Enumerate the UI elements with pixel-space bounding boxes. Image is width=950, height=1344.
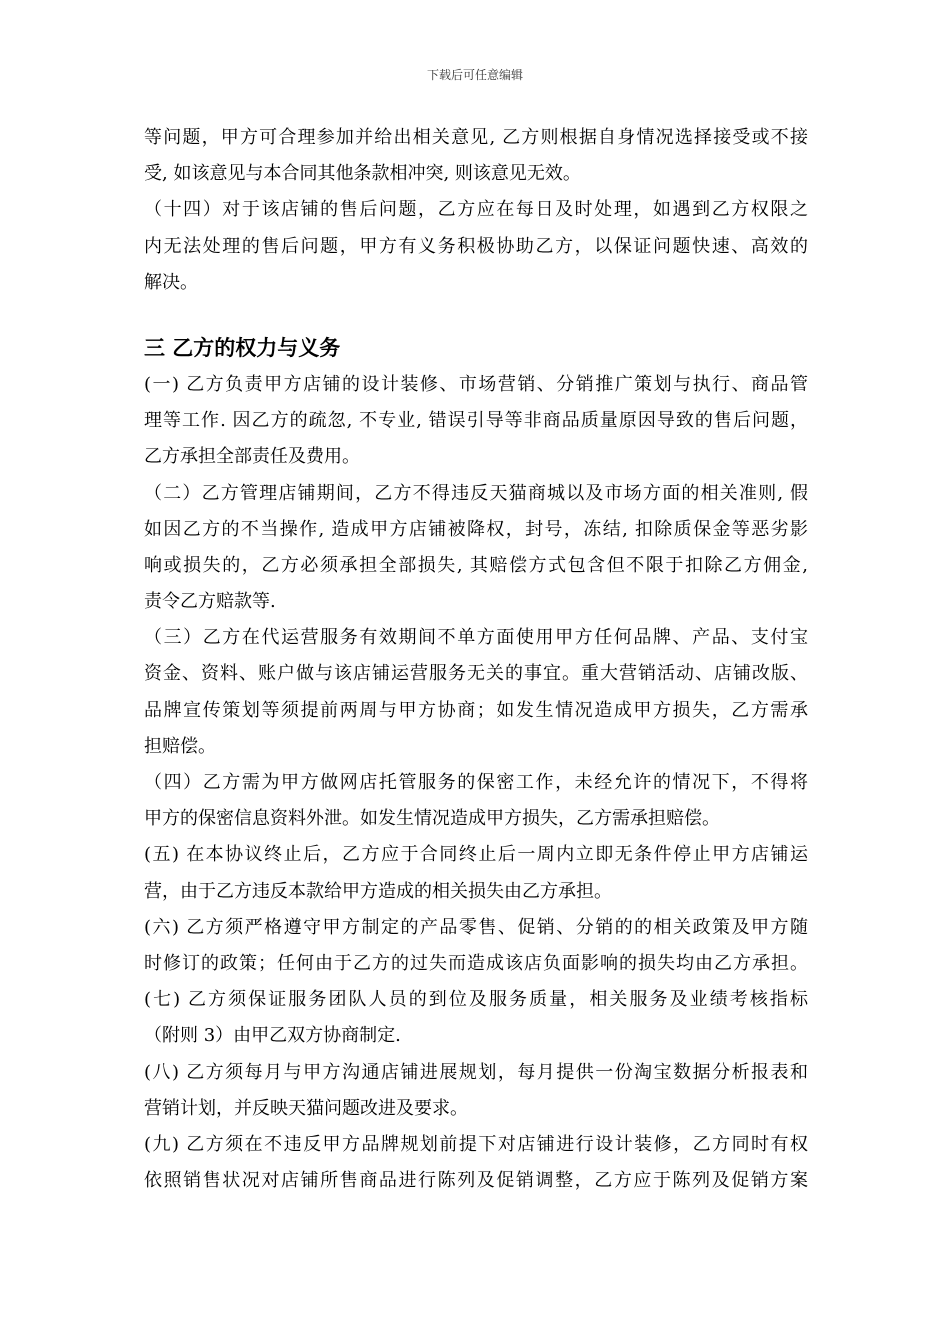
paragraph-line: 时修订的政策；任何由于乙方的过失而造成该店负面影响的损失均由乙方承担。 (144, 952, 808, 974)
section-gap (144, 301, 808, 331)
paragraph-line: （附则 3）由甲乙双方协商制定. (144, 1025, 401, 1047)
paragraph-line: 品牌宣传策划等须提前两周与甲方协商；如发生情况造成甲方损失，乙方需承 (144, 699, 808, 721)
paragraph-line: 理等工作. 因乙方的疏忽, 不专业, 错误引导等非商品质量原因导致的售后问题， (144, 410, 808, 432)
paragraph-line: (一) 乙方负责甲方店铺的设计装修、市场营销、分销推广策划与执行、商品管 (144, 373, 808, 395)
page-header: 下载后可任意编辑 (426, 68, 523, 82)
paragraph-line: (五) 在本协议终止后，乙方应于合同终止后一周内立即无条件停止甲方店铺运 (144, 844, 808, 866)
paragraph-line: (八) 乙方须每月与甲方沟通店铺进展规划，每月提供一份淘宝数据分析报表和 (144, 1061, 808, 1083)
paragraph-line: 内无法处理的售后问题，甲方有义务积极协助乙方，以保证问题快速、高效的 (144, 235, 808, 257)
paragraph-line: 甲方的保密信息资料外泄。如发生情况造成甲方损失，乙方需承担赔偿。 (144, 808, 720, 830)
paragraph-line: （二）乙方管理店铺期间，乙方不得违反天猫商城以及市场方面的相关准则, 假 (144, 482, 808, 504)
paragraph-line: 响或损失的，乙方必须承担全部损失, 其赔偿方式包含但不限于扣除乙方佣金, (144, 554, 808, 576)
paragraph-line: 营销计划，并反映天猫问题改进及要求。 (144, 1097, 468, 1119)
paragraph-line: (七) 乙方须保证服务团队人员的到位及服务质量，相关服务及业绩考核指标 (144, 989, 808, 1011)
paragraph-line: 解决。 (144, 271, 198, 293)
section-heading: 三 乙方的权力与义务 (144, 335, 341, 360)
paragraph-line: （四）乙方需为甲方做网店托管服务的保密工作，未经允许的情况下，不得将 (144, 772, 808, 793)
paragraph-line: 受, 如该意见与本合同其他条款相冲突, 则该意见无效。 (144, 163, 581, 185)
paragraph-line: 担赔偿。 (144, 735, 216, 757)
paragraph-line: 资金、资料、账户做与该店铺运营服务无关的事宜。重大营销活动、店铺改版、 (144, 663, 808, 685)
paragraph-line: （三）乙方在代运营服务有效期间不单方面使用甲方任何品牌、产品、支付宝 (144, 627, 808, 649)
paragraph-line: 乙方承担全部责任及费用。 (144, 446, 360, 468)
paragraph-line: 责令乙方赔款等. (144, 591, 276, 613)
paragraph-line: （十四）对于该店铺的售后问题，乙方应在每日及时处理，如遇到乙方权限之 (144, 199, 808, 221)
paragraph-line: 等问题，甲方可合理参加并给出相关意见, 乙方则根据自身情况选择接受或不接 (144, 127, 808, 148)
paragraph-line: 依照销售状况对店铺所售商品进行陈列及促销调整，乙方应于陈列及促销方案 (144, 1170, 808, 1192)
paragraph-line: (九) 乙方须在不违反甲方品牌规划前提下对店铺进行设计装修，乙方同时有权 (144, 1133, 808, 1155)
paragraph-line: 营，由于乙方违反本款给甲方造成的相关损失由乙方承担。 (144, 880, 612, 902)
paragraph-line: (六) 乙方须严格遵守甲方制定的产品零售、促销、分销的的相关政策及甲方随 (144, 916, 808, 938)
document-body (144, 120, 808, 1199)
paragraph-line: 如因乙方的不当操作, 造成甲方店铺被降权，封号，冻结, 扣除质保金等恶劣影 (144, 518, 808, 540)
